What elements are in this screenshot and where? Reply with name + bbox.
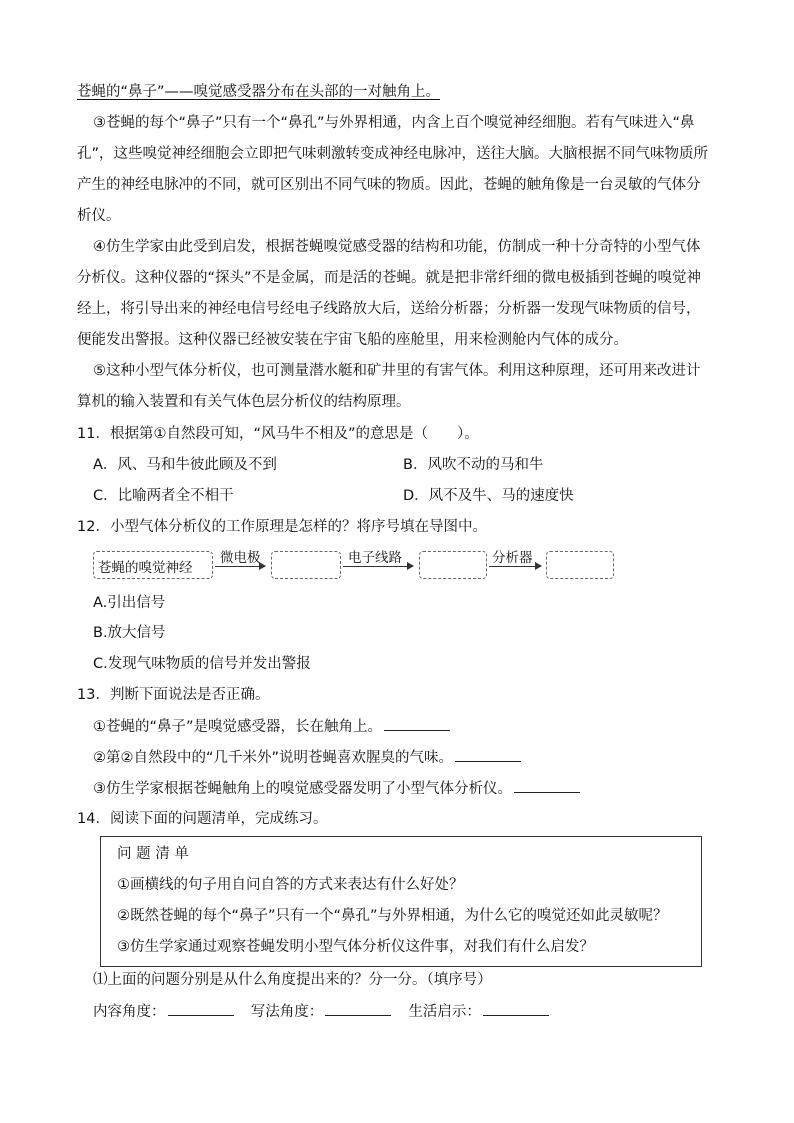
question-stem: 11．根据第①自然段可知，“风马牛不相及”的意思是（ ）。 — [77, 426, 479, 442]
paragraph-line: 算机的输入装置和有关气体色层分析仪的结构原理。 — [77, 394, 411, 410]
judge-text: ②第②自然段中的“几千米外”说明苍蝇喜欢腥臭的气味。 — [93, 750, 454, 766]
life-insight-label: 生活启示： — [408, 1004, 481, 1020]
option-b[interactable]: B．风吹不动的马和牛 — [403, 457, 544, 473]
arrow-3 — [489, 566, 541, 567]
life-insight-blank[interactable] — [483, 1001, 549, 1016]
arrow-label-1: 微电极 — [220, 550, 261, 566]
arrow-2 — [343, 566, 413, 567]
choice-b: B.放大信号 — [93, 625, 166, 641]
answer-box-1[interactable] — [271, 551, 341, 579]
box-title: 问 题 清 单 — [117, 846, 189, 862]
arrow-label-3: 分析器 — [492, 550, 533, 566]
writing-angle-blank[interactable] — [325, 1001, 391, 1016]
underlined-sentence: 苍蝇的“鼻子”——嗅觉感受器分布在头部的一对触角上。 — [77, 84, 441, 100]
angle-answers — [93, 1001, 549, 1022]
judge-text: ③仿生学家根据苍蝇触角上的嗅觉感受器发明了小型气体分析仪。 — [93, 781, 512, 797]
flow-diagram — [93, 546, 623, 586]
paragraph-line: 经上，将引导出来的神经电信号经电子线路放大后，送给分析器；分析器一发现气味物质的信号， — [77, 301, 701, 317]
flow-start-box — [93, 551, 213, 579]
choice-a: A.引出信号 — [93, 595, 166, 611]
answer-blank[interactable] — [384, 716, 450, 731]
option-c[interactable]: C．比喻两者全不相干 — [93, 488, 234, 504]
paragraph-line: 便能发出警报。这种仪器已经被安装在宇宙飞船的座舱里，用来检测舱内气体的成分。 — [77, 332, 628, 348]
paragraph-line: ⑤这种小型气体分析仪，也可测量潜水艇和矿井里的有害气体。利用这种原理，还可用来改进计 — [93, 363, 701, 379]
option-a[interactable]: A．风、马和牛彼此顾及不到 — [93, 457, 277, 473]
judge-item-3 — [93, 778, 580, 799]
flow-start-label: 苍蝇的嗅觉神经 — [98, 560, 193, 576]
judge-item-2 — [93, 747, 521, 768]
box-item-1: ①画横线的句子用自问自答的方式来表达有什么好处？ — [117, 877, 464, 893]
paragraph-line: ③苍蝇的每个“鼻子”只有一个“鼻孔”与外界相通，内含上百个嗅觉神经细胞。若有气味进入“鼻 — [93, 115, 695, 131]
content-angle-blank[interactable] — [168, 1001, 234, 1016]
judge-text: ①苍蝇的“鼻子”是嗅觉感受器，长在触角上。 — [93, 719, 383, 735]
arrow-1 — [215, 566, 265, 567]
answer-blank[interactable] — [455, 747, 521, 762]
answer-box-2[interactable] — [419, 551, 487, 579]
content-angle-label: 内容角度： — [93, 1004, 166, 1020]
paragraph-line: 孔”，这些嗅觉神经细胞会立即把气味刺激转变成神经电脉冲，送往大脑。大脑根据不同气味物质所 — [77, 146, 709, 162]
paragraph-line: ④仿生学家由此受到启发，根据苍蝇嗅觉感受器的结构和功能，仿制成一种十分奇特的小型气体 — [93, 239, 701, 255]
question-stem: 14．阅读下面的问题清单，完成练习。 — [77, 811, 328, 827]
answer-box-3[interactable] — [546, 551, 614, 579]
answer-blank[interactable] — [514, 778, 580, 793]
question-list-box — [100, 836, 702, 967]
box-item-3: ③仿生学家通过观察苍蝇发明小型气体分析仪这件事，对我们有什么启发？ — [117, 939, 594, 955]
question-stem: 12．小型气体分析仪的工作原理是怎样的？将序号填在导图中。 — [77, 519, 487, 535]
option-d[interactable]: D．风不及牛、马的速度快 — [403, 488, 574, 504]
question-stem: 13．判断下面说法是否正确。 — [77, 687, 270, 703]
judge-item-1 — [93, 716, 450, 737]
paragraph-line: 分析仪。这种仪器的“探头”不是金属，而是活的苍蝇。就是把非常纤细的微电极插到苍蝇的嗅觉神 — [77, 270, 702, 286]
box-item-2: ②既然苍蝇的每个“鼻子”只有一个“鼻孔”与外界相通，为什么它的嗅觉还如此灵敏呢？ — [117, 908, 668, 924]
choice-c: C.发现气味物质的信号并发出警报 — [93, 656, 311, 672]
arrow-label-2: 电子线路 — [348, 550, 402, 566]
paragraph-line: 产生的神经电脉冲的不同，就可区别出不同气味的物质。因此，苍蝇的触角像是一台灵敏的气体分 — [77, 177, 701, 193]
sub-question-1: ⑴上面的问题分别是从什么角度提出来的？分一分。（填序号） — [93, 972, 492, 988]
paragraph-line: 析仪。 — [77, 208, 121, 224]
writing-angle-label: 写法角度： — [250, 1004, 324, 1020]
